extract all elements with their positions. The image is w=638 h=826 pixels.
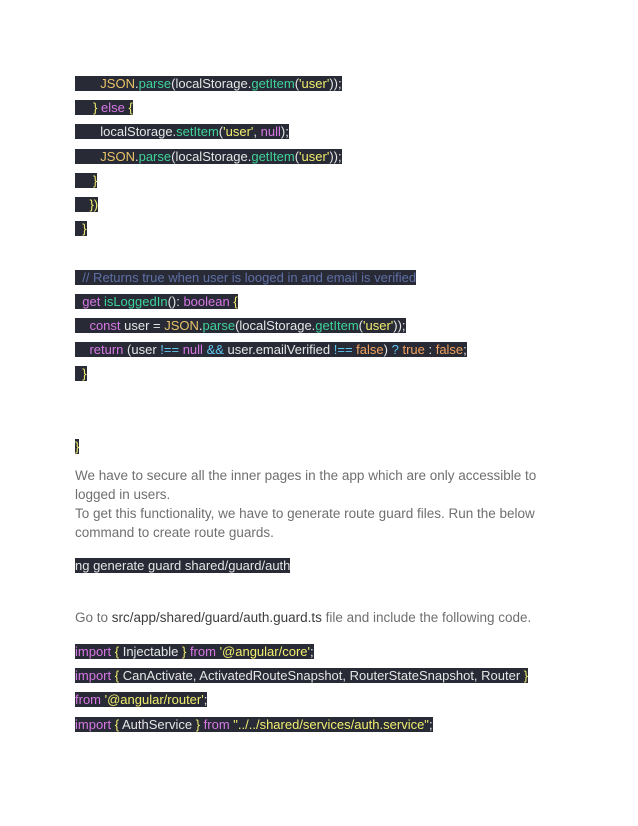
code-token: getItem (251, 148, 295, 164)
code-token: { (111, 644, 123, 659)
code-token: parse (138, 148, 172, 164)
code-token: localStorage. (75, 124, 177, 140)
paragraph-goto (75, 608, 575, 627)
code-token: '@angular/core' (219, 644, 310, 659)
code-token: false (435, 342, 464, 358)
code-token: true (402, 342, 425, 358)
code-token: } (75, 366, 87, 382)
code-token: )); (329, 76, 342, 91)
code-token: JSON (100, 148, 135, 164)
code-token: )); (329, 148, 342, 164)
code-token: from (203, 716, 230, 732)
code-token (75, 149, 100, 164)
code-token: ; (203, 692, 208, 708)
code-token: getItem (315, 318, 359, 333)
code-token: (): (167, 293, 184, 309)
code-token (75, 318, 89, 333)
code-token (75, 342, 89, 357)
code-line (75, 341, 467, 359)
goto-prefix: Go to (75, 610, 112, 625)
code-line (75, 643, 314, 661)
code-line (75, 220, 87, 238)
paragraph-secure-pages (75, 466, 575, 542)
code-line (75, 317, 406, 335)
code-token: getItem (251, 76, 295, 91)
code-token: '@angular/router' (104, 692, 204, 708)
code-line (75, 75, 342, 93)
code-token: JSON (100, 76, 135, 91)
code-token: ng generate guard shared/guard/auth (75, 558, 291, 573)
code-line (75, 269, 416, 287)
code-token: . (198, 318, 203, 333)
code-token: } (192, 716, 204, 732)
goto-suffix: file and include the following code. (321, 610, 532, 625)
code-token: AuthService (121, 716, 193, 732)
code-token: } (75, 221, 87, 237)
code-token: ); (280, 124, 289, 140)
code-token: import (75, 668, 112, 684)
code-token: ; (428, 716, 433, 732)
code-token: null (182, 342, 203, 358)
code-token: }) (75, 197, 99, 212)
code-line (75, 716, 433, 734)
code-token: (localStorage. (171, 76, 252, 91)
code-token: ( (218, 124, 224, 140)
code-token: )); (393, 318, 406, 333)
code-token: (localStorage. (171, 148, 252, 164)
code-token: !== (160, 342, 180, 358)
code-token: } (93, 100, 102, 116)
code-token: } (178, 644, 190, 659)
code-line (75, 293, 238, 311)
code-token: (localStorage. (235, 318, 316, 333)
paragraph-line: To get this functionality, we have to generate route guard files. Run the below (75, 506, 535, 521)
code-line (75, 667, 528, 685)
code-token: from (75, 692, 101, 708)
code-token: Injectable (122, 644, 179, 659)
code-token: ( (358, 318, 363, 333)
code-token: && (206, 342, 224, 358)
code-line (75, 99, 133, 117)
code-token: return (89, 342, 124, 358)
code-token: 'user' (299, 76, 330, 91)
code-token: ; (310, 644, 314, 659)
code-token: boolean (183, 293, 230, 309)
code-token: "../../shared/services/auth.service" (233, 716, 429, 732)
code-token: !== (333, 342, 353, 358)
code-token: { (124, 100, 133, 116)
code-token: parse (202, 318, 236, 333)
code-token: false (356, 342, 384, 358)
paragraph-line: We have to secure all the inner pages in the app which are only accessible to (75, 468, 537, 483)
code-token: isLoggedIn (103, 293, 168, 309)
code-token: ? (391, 342, 399, 358)
code-line (75, 172, 97, 190)
paragraph-line: logged in users. (75, 487, 171, 502)
code-line (75, 123, 289, 141)
code-token: (user (123, 342, 161, 358)
code-token: ; (463, 342, 467, 358)
code-token: const (89, 318, 121, 333)
code-token: } (75, 172, 98, 188)
code-token (75, 76, 100, 91)
code-line (75, 196, 98, 214)
code-token: : (424, 342, 436, 358)
code-token: user = (120, 318, 165, 333)
code-token: } (75, 439, 80, 454)
code-token: 'user' (223, 124, 254, 140)
code-line (75, 148, 342, 166)
file-path: src/app/shared/guard/auth.guard.ts (111, 610, 322, 625)
paragraph-line: command to create route guards. (75, 525, 274, 540)
code-token: 'user' (363, 318, 394, 333)
code-token: import (75, 716, 112, 732)
code-token: CanActivate, ActivatedRouteSnapshot, RouterStateSnapshot, Router (122, 668, 521, 684)
code-token: JSON (164, 318, 199, 333)
code-token: user.emailVerified (223, 342, 334, 358)
code-token: import (75, 644, 112, 659)
code-line (75, 691, 207, 709)
code-token: null (260, 124, 281, 140)
code-line (75, 438, 79, 456)
code-token: get (82, 293, 101, 309)
code-token: // Returns true when user is looged in and email is verified (75, 269, 417, 285)
code-line (75, 365, 87, 383)
code-token: 'user' (299, 148, 330, 164)
code-token: { (229, 293, 238, 309)
code-token: . (134, 76, 139, 91)
code-token: setItem (176, 124, 219, 140)
code-token: from (189, 644, 216, 659)
code-token: } (520, 668, 529, 684)
code-token: ) (383, 342, 392, 358)
code-token: , (253, 124, 261, 140)
code-token: ( (294, 76, 300, 91)
code-token (75, 100, 93, 115)
code-token: . (134, 148, 139, 164)
code-token: ( (294, 148, 300, 164)
code-token: parse (138, 76, 172, 91)
code-token: { (111, 716, 122, 732)
code-token: { (111, 668, 123, 684)
code-token: else (101, 100, 125, 116)
code-line (75, 557, 290, 575)
